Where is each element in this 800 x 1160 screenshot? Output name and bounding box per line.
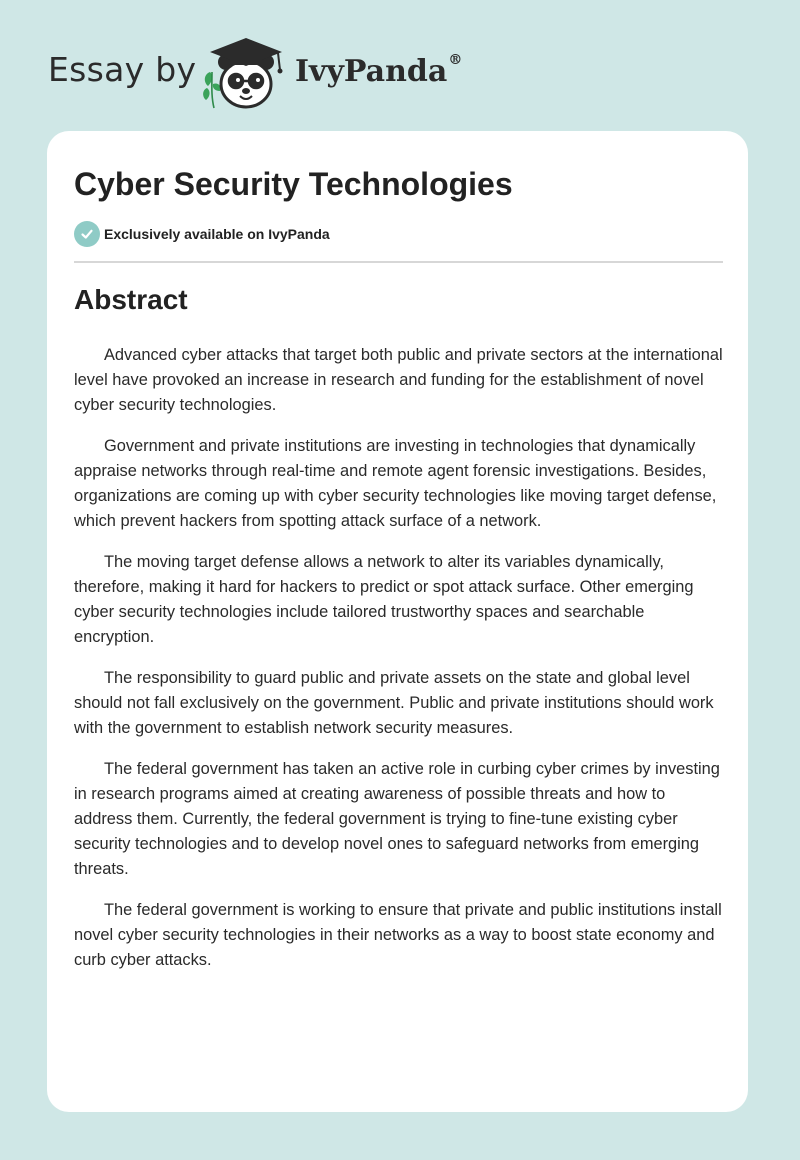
brand-name[interactable] [295, 54, 462, 89]
ivy-leaf-icon [203, 72, 220, 108]
paragraph: The responsibility to guard public and private assets on the state and global level should not fall exclusively on the government. Public and private institutions should work with the government to establish network security measures. [74, 669, 714, 737]
abstract-body [74, 343, 724, 989]
essay-card [47, 131, 748, 1112]
check-icon [74, 221, 100, 247]
section-heading-abstract: Abstract [74, 284, 188, 315]
exclusive-badge [74, 221, 330, 247]
paragraph: Advanced cyber attacks that target both public and private sectors at the international level have provoked an increase in research and funding for the establishment of novel cyber security technologies. [74, 346, 723, 414]
panda-logo-icon[interactable] [200, 36, 292, 110]
paragraph: The federal government is working to ensure that private and public institutions install novel cyber security technologies in their networks as a way to boost state economy and curb cyber attacks. [74, 901, 722, 969]
paragraph: Government and private institutions are investing in technologies that dynamically appraise networks through real-time and remote agent forensic investigations. Besides, organizations are coming up with cyber security technologies like moving target defense, which prevent hackers from spotting attack surface of a network. [74, 437, 717, 530]
exclusive-label: Exclusively available on IvyPanda [104, 226, 330, 242]
site-header [0, 0, 800, 120]
essay-title: Cyber Security Technologies [74, 166, 513, 202]
brand-text: IvyPanda [295, 54, 448, 89]
divider [74, 261, 723, 263]
paragraph: The moving target defense allows a network to alter its variables dynamically, therefore, making it hard for hackers to predict or spot attack surface. Other emerging cyber security technologies include tailored trustworthy spaces and searchable encryption. [74, 553, 694, 646]
paragraph: The federal government has taken an active role in curbing cyber crimes by investing in research programs aimed at creating awareness of possible threats and how to address them. Currently, the federal government is trying to fine-tune existing cyber security technologies and to develop novel ones to safeguard networks from emerging threats. [74, 760, 720, 878]
essay-by-label: Essay by [48, 50, 197, 89]
registered-mark: ® [448, 52, 463, 68]
